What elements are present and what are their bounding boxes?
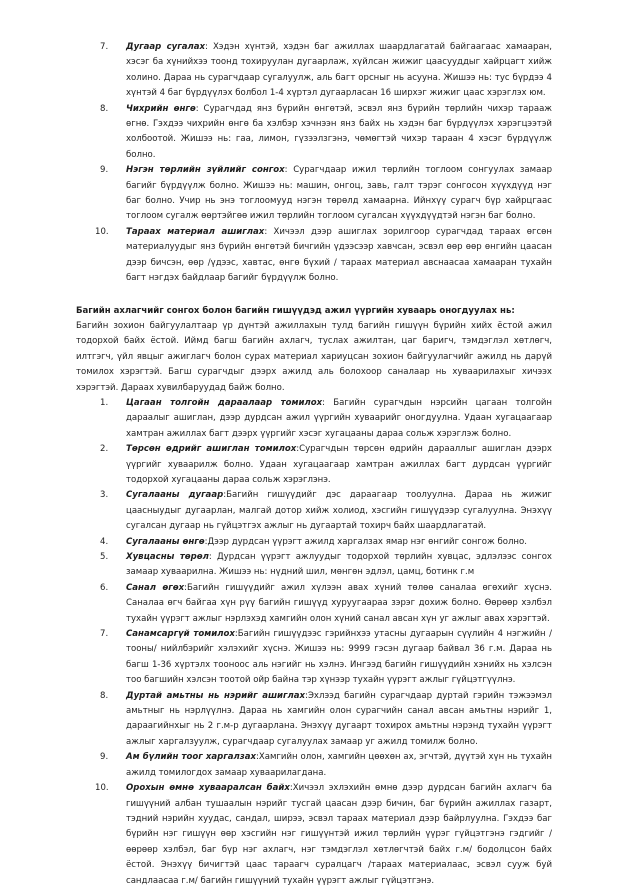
- role-method-item: [96, 488, 552, 534]
- item-separator: :: [305, 690, 308, 701]
- item-text: Багийн гишүүдээс гэрийнхээ утасны дугаарын сүүлийн 4 нэгжийн /тооны/ нийлбэрийг хэлэхийг хүснэ. Жишээ нь: 9999 гэсэн дугаар байвал 36 г.м. Дараа нь багш 1-36 хүртэлх тооноос аль нэгийг нь хэлнэ. Ингээд багийн гишүүдийн хэнийх нь хэлсэн тоо багшийн хэлсэн тоотой ойр байна тэр хүнээр тухайн үүрэгт ажлыг гүйцэтгүүлнэ.: [126, 629, 552, 686]
- item-separator: :: [322, 397, 334, 408]
- item-text: Багийн гишүүдийг ажил хүлээн авах хүний төлөө саналаа өгөхийг хүснэ. Саналаа өгч байгаа хүн рүү багийн гишүүд хуруугаараа зэрэг дохиж болно. Өөрөөр хэлбэл тухайн үүрэгт ажлыг нэрлэхэд хамгийн олон хүний санал авсан хүн уг ажлыг авах хэрэгтэй.: [126, 582, 552, 624]
- team-forming-methods-list: [96, 40, 552, 287]
- team-method-item: [96, 40, 552, 102]
- item-lead: Санамсаргүй томилох: [126, 629, 235, 640]
- item-number: 10.: [95, 783, 109, 794]
- item-lead: Чихрийн өнгө: [126, 103, 196, 114]
- item-text: Дээр дурдсан үүрэгт ажилд харгалзах ямар нэг өнгийг сонгож болно.: [207, 536, 527, 547]
- role-method-item: [96, 442, 552, 488]
- item-separator: :: [195, 103, 204, 114]
- item-text: Дурдсан үүрэгт ажлуудыг тодорхой төрлийн хувцас, эдлэлээс сонгох замаар хуваарилна. Жишээ нь: нүдний шил, мөнгөн эдлэл, цамц, ботинк г.м: [126, 552, 552, 578]
- item-number: 3.: [100, 490, 109, 501]
- item-separator: :: [204, 536, 208, 547]
- role-method-item: [96, 750, 552, 781]
- item-separator: :: [223, 490, 227, 501]
- team-method-item: [96, 225, 552, 287]
- item-lead: Сугалааны өнгө: [126, 536, 205, 547]
- item-number: 10.: [95, 226, 109, 237]
- item-number: 1.: [100, 397, 109, 408]
- role-method-item: [96, 581, 552, 627]
- item-number: 2.: [100, 444, 109, 455]
- item-separator: :: [208, 552, 217, 562]
- item-separator: :: [255, 752, 259, 763]
- item-number: 8.: [100, 103, 109, 114]
- item-number: 4.: [100, 536, 109, 547]
- item-text: Сурагчдаар ижил төрлийн тоглоом сонгуулах замаар багийг бүрдүүлж болно. Жишээ нь: машин, онгоц, завь, галт тэрэг сонгосон хүүхдүүд нэг баг болно. Учир нь энэ тоглоомууд нэгэн төрөлд хамаарна. Ийнхүү сурагч бүр хайрцгаас тоглоом сугалж өөртэйгөө ижил төрлийн тоглоом сугалсан хүүхдүүдтэй нэгэн баг болно.: [126, 165, 552, 222]
- role-method-item: [96, 550, 552, 581]
- item-text: Хамгийн олон, хамгийн цөөхөн ах, эгчтэй, дүүтэй хүн нь тухайн ажилд томилогдох замаар хуваарилагдана.: [126, 752, 552, 778]
- team-method-item: [96, 102, 552, 164]
- item-lead: Дугаар сугалах: [126, 42, 206, 52]
- section-heading: Багийн ахлагчийг сонгох болон багийн гишүүдэд ажил үүргийн хуваарь оногдуулах нь:: [76, 305, 515, 316]
- item-number: 9.: [100, 165, 109, 176]
- item-lead: Цагаан толгойн дараалаар томилох: [126, 397, 323, 408]
- item-number: 7.: [100, 629, 109, 640]
- item-text: Багийн сурагчдын нэрсийн цагаан толгойн дараалыг ашиглан, дээр дурдсан ажил үүргийн хуваарийг оногдуулна. Удаан хугацаагаар хамтран ажиллах багт дээрх үүргийг хэсэг хугацааны дараа сольж хэрэглэж болно.: [126, 397, 552, 439]
- item-text: Хичээл дээр ашиглах зорилгоор сурагчдад тараах өгсөн материалуудыг янз бүрийн өнгөтэй бичгийн үдээсээр хавчсан, эсвэл өөр өөр өнгийн цаасан дээр бичсэн, өөр /үдээс, хавтас, өнгө бүхий / тараах материал авснаасаа хамааран тухайн багт нэгдэх байдлаар багийг бүрдүүлж болно.: [126, 226, 552, 284]
- role-assignment-methods-list: [96, 396, 552, 889]
- role-method-item: [96, 781, 552, 889]
- item-text: Багийн гишүүдийг дэс дараагаар тоолуулна. Дараа нь жижиг цаасныудыг дугаарлан, малгай дотор хийж холиод, хэсгийн гишүүдээр сугалуулна. Энэхүү сугалсан дугаар нь гүйцэтгэх ажлыг нь дугаартай тохирч байх шаардлагатай.: [126, 490, 552, 532]
- item-separator: :: [296, 444, 300, 455]
- role-method-item: [96, 396, 552, 442]
- item-number: 6.: [100, 582, 109, 593]
- item-lead: Төрсөн өдрийг ашиглан томилох: [126, 444, 297, 455]
- item-lead: Тараах материал ашиглах: [126, 226, 265, 237]
- item-text: Сурагчдад янз бүрийн өнгөтэй, эсвэл янз бүрийн төрлийн чихэр тарааж өгнө. Гэхдээ чихрийн өнгө ба хэлбэр хэчнээн янз байх нь хэдэн баг бүрдүүлэх хэрэгцээтэй холбоотой. Жишээ нь: гаа, лимон, гүзээлзгэнэ, чөмөгтэй чихэр тараан 4 хэсэг бүрдүүлж болно.: [126, 103, 553, 160]
- item-separator: :: [284, 165, 294, 176]
- role-method-item: [96, 627, 552, 689]
- item-text: Хэдэн хүнтэй, хэдэн баг ажиллах шаардлагатай байгаагаас хамааран, хэсэг ба хүнийхээ тоонд тохируулан дугаарлаж, хүйлсан жижиг цаасууддыг хайрцагт хийж холино. Дараа нь сурагчдаар сугалуулж, аль багт орсныг нь асууна. Жишээ нь: тус бүрдээ 4 хүнтэй 4 баг бүрдүүлэх болбол 1-4 хүртэл дугаарласан 16 ширхэг жижиг цаас хэрэглэх юм.: [126, 42, 552, 99]
- item-lead: Орохын өмнө хувааралсан байх: [126, 783, 290, 794]
- item-lead: Нэгэн төрлийн зүйлийг сонгох: [126, 165, 285, 176]
- item-separator: :: [234, 629, 238, 640]
- item-number: 9.: [100, 752, 109, 763]
- item-lead: Дуртай амьтны нь нэрийг ашиглах: [126, 690, 306, 701]
- team-method-item: [96, 163, 552, 225]
- item-lead: Ам бүлийн тоог харгалзах: [126, 752, 256, 763]
- item-text: Сурагчдын төрсөн өдрийн дарааллыг ашиглан дээрх үүргийг хуваарилж болно. Удаан хугацаагаар хамтран ажиллах багт дурдсан үүргийг тодорхой хугацааны дараа сольж хэрэглэнэ.: [126, 444, 552, 485]
- item-text: Хичээл эхлэхийн өмнө дээр дурдсан багийн ахлагч ба гишүүний албан тушаалын нэрийг тусгай цаасан дээр бичин, баг бүрийн ажиллах газарт, тэдний нэрийн хуудас, сандал, ширээ, эсвэл тараах материал дээр байрлуулна. Гэхдээ баг бүрийн нэг гишүүн өөр хэсгийн нэг гишүүнтэй ижил төрлийн үүрэг гүйцэтгэнэ гэдгийг /өөрөөр хэлбэл, баг бүр нэг ахлагч, нэг тэмдэглэл хөтлөгчтэй байх г.м/ бодолцсон байх ёстой. Энэхүү бичигтэй цаас тараагч суралцагч /тараах материалаас, эсвэл сууж буй сандлаасаа г.м/ багийн гишүүний тухайн үүрэгт ажлыг гүйцэтгэнэ.: [126, 783, 552, 886]
- item-separator: :: [184, 582, 187, 593]
- item-number: 5.: [100, 552, 109, 562]
- item-separator: :: [264, 226, 274, 237]
- item-lead: Хувцасны төрөл: [126, 552, 209, 562]
- role-method-item: [96, 689, 552, 751]
- item-number: 7.: [100, 42, 109, 52]
- item-text: Эхлээд багийн сурагчдаар дуртай гэрийн тэжээмэл амьтныг нь нэрлүүлнэ. Дараа нь хамгийн олон сурагчийн санал авсан амьтны нэрийг 1, дараагийнхыг нь 2 г.м-р дугаарлана. Энэхүү дугаарт тохирох амьтны нэрэнд тухайн үүрэгт ажлыг харгалзуулж, сурагчдаар сугалуулах замаар уг ажилд томилж болно.: [126, 690, 552, 747]
- item-separator: :: [289, 783, 293, 794]
- item-number: 8.: [100, 690, 109, 701]
- section-paragraph: Багийн зохион байгуулалтаар үр дүнтэй ажиллахын тулд багийн гишүүн бүрийн хийх ёстой ажил тодорхой байх ёстой. Иймд багш багийн ахлагч, туслах ажилтан, цаг баригч, тэмдэглэл хөтлөгч, илтгэгч, үйл явцыг ажиглагч болон сурах материал хариуцсан зохион байгуулагчийг ажилд нь дарүй томилох хэрэгтэй. Багш сурагчдыг дээрх ажилд аль болохоор саналаар нь хуваарилахыг хичээх хэрэгтэй. Дараах хувилбаруудад байж болно.: [76, 320, 552, 393]
- item-lead: Сугалааны дугаар: [126, 490, 224, 501]
- item-lead: Санал өгөх: [126, 582, 185, 593]
- role-method-item: [96, 535, 552, 550]
- item-separator: :: [205, 42, 213, 52]
